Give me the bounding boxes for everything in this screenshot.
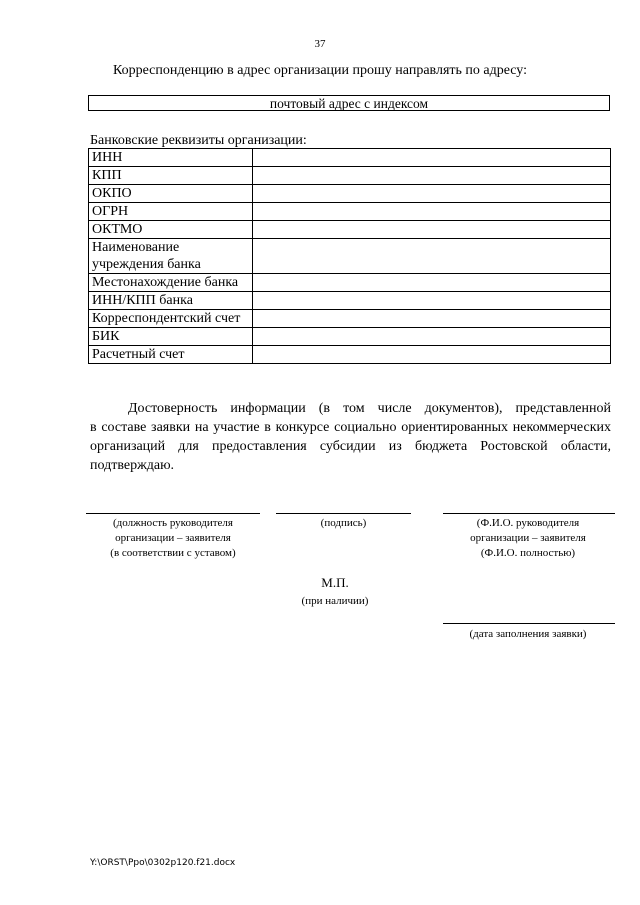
caption-line: организации – заявителя xyxy=(115,532,231,544)
address-instruction: Корреспонденцию в адрес организации прошу направлять по адресу: xyxy=(112,63,528,78)
bank-detail-row xyxy=(89,346,611,364)
bank-detail-row xyxy=(89,149,611,167)
stamp-place: М.П. xyxy=(321,575,349,590)
bank-detail-row xyxy=(89,310,611,328)
date-line[interactable] xyxy=(443,623,615,624)
caption-line: (Ф.И.О. полностью) xyxy=(480,547,576,559)
bank-details-heading: Банковские реквизиты организации: xyxy=(90,133,307,148)
caption-line: (Ф.И.О. руководителя xyxy=(476,517,580,529)
bank-detail-row xyxy=(89,328,611,346)
bank-detail-row xyxy=(89,239,611,274)
file-path-footer: Y:\ORST\Ppo\0302p120.f21.docx xyxy=(90,858,236,868)
bank-detail-label: Расчетный счет xyxy=(89,346,253,364)
bank-detail-label: ОКПО xyxy=(89,185,253,203)
bank-detail-row xyxy=(89,203,611,221)
bank-detail-value[interactable] xyxy=(253,292,611,310)
name-signature-line[interactable] xyxy=(443,513,615,514)
bank-detail-value[interactable] xyxy=(253,239,611,274)
bank-detail-value[interactable] xyxy=(253,167,611,185)
bank-detail-value[interactable] xyxy=(253,346,611,364)
page-number: 37 xyxy=(314,38,326,50)
bank-detail-row xyxy=(89,221,611,239)
bank-detail-label: Корреспондентский счет xyxy=(89,310,253,328)
caption-line: организации – заявителя xyxy=(470,532,586,544)
bank-detail-value[interactable] xyxy=(253,221,611,239)
postal-address-label: почтовый адрес с индексом xyxy=(269,96,429,111)
bank-detail-value[interactable] xyxy=(253,203,611,221)
bank-detail-row xyxy=(89,274,611,292)
caption-line: (в соответствии с уставом) xyxy=(110,547,236,559)
date-caption: (дата заполнения заявки) xyxy=(469,628,587,640)
position-caption xyxy=(80,516,266,561)
confirmation-statement xyxy=(90,399,611,475)
signature-caption xyxy=(276,516,411,531)
bank-detail-label: БИК xyxy=(89,328,253,346)
name-caption xyxy=(440,516,616,561)
statement-rest: в составе заявки на участие в конкурсе социально ориентированных некоммерческих организаций для предоставления субсидии из бюджета Ростовской области, подтверждаю. xyxy=(90,420,611,473)
postal-address-field[interactable] xyxy=(88,95,610,111)
signature-line[interactable] xyxy=(276,513,411,514)
bank-detail-value[interactable] xyxy=(253,185,611,203)
bank-detail-row xyxy=(89,167,611,185)
position-signature-line[interactable] xyxy=(86,513,260,514)
bank-detail-value[interactable] xyxy=(253,310,611,328)
bank-detail-row xyxy=(89,292,611,310)
bank-detail-value[interactable] xyxy=(253,328,611,346)
bank-details-table xyxy=(88,148,611,364)
bank-detail-value[interactable] xyxy=(253,274,611,292)
bank-detail-label: ОГРН xyxy=(89,203,253,221)
bank-detail-label: ИНН/КПП банка xyxy=(89,292,253,310)
bank-detail-label: КПП xyxy=(89,167,253,185)
caption-line: (подпись) xyxy=(320,517,367,529)
bank-detail-label: Наименование учреждения банка xyxy=(89,239,253,274)
bank-detail-label: ОКТМО xyxy=(89,221,253,239)
caption-line: (должность руководителя xyxy=(113,517,233,529)
bank-detail-label: Местонахождение банка xyxy=(89,274,253,292)
stamp-note: (при наличии) xyxy=(301,595,369,607)
statement-first-line: Достоверность информации (в том числе документов), представленной xyxy=(128,401,611,416)
bank-detail-row xyxy=(89,185,611,203)
bank-detail-label: ИНН xyxy=(89,149,253,167)
bank-detail-value[interactable] xyxy=(253,149,611,167)
